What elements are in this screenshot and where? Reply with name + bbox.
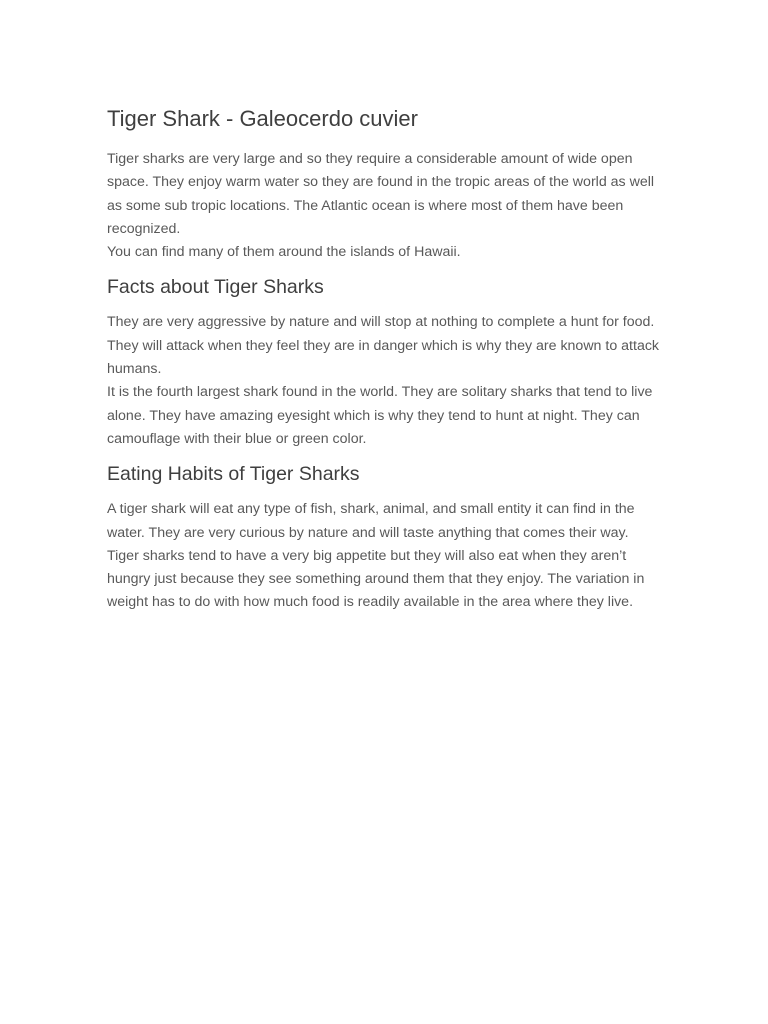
- document-page: [107, 104, 667, 615]
- intro-section: [107, 148, 667, 264]
- eating-paragraph-2: Tiger sharks tend to have a very big appetite but they will also eat when they aren’t hungry just because they see something around them that they enjoy. The variation in weight has to do with how much food is readily available in the area where they live.: [107, 547, 645, 611]
- section-heading-facts: Facts about Tiger Sharks: [107, 276, 324, 299]
- eating-paragraph-1: A tiger shark will eat any type of fish, shark, animal, and small entity it can find in the water. They are very curious by nature and will taste anything that comes their way.: [107, 501, 635, 541]
- eating-habits-section: [107, 461, 667, 614]
- intro-paragraph-2: You can find many of them around the islands of Hawaii.: [107, 244, 461, 261]
- facts-paragraph-2: It is the fourth largest shark found in the world. They are solitary sharks that tend to live alone. They have amazing eyesight which is why they tend to hunt at night. They can camouflage with their blue or green color.: [107, 384, 653, 447]
- facts-section: [107, 274, 667, 451]
- facts-paragraph-1: They are very aggressive by nature and will stop at nothing to complete a hunt for food. They will attack when they feel they are in danger which is why they are known to attack humans.: [107, 314, 660, 378]
- section-heading-eating-habits: Eating Habits of Tiger Sharks: [107, 463, 360, 486]
- intro-paragraph-1: Tiger sharks are very large and so they require a considerable amount of wide open space. They enjoy warm water so they are found in the tropic areas of the world as well as some sub tropic locations. The Atlantic ocean is where most of them have been recognized.: [107, 151, 655, 237]
- document-title: Tiger Shark - Galeocerdo cuvier: [107, 106, 418, 131]
